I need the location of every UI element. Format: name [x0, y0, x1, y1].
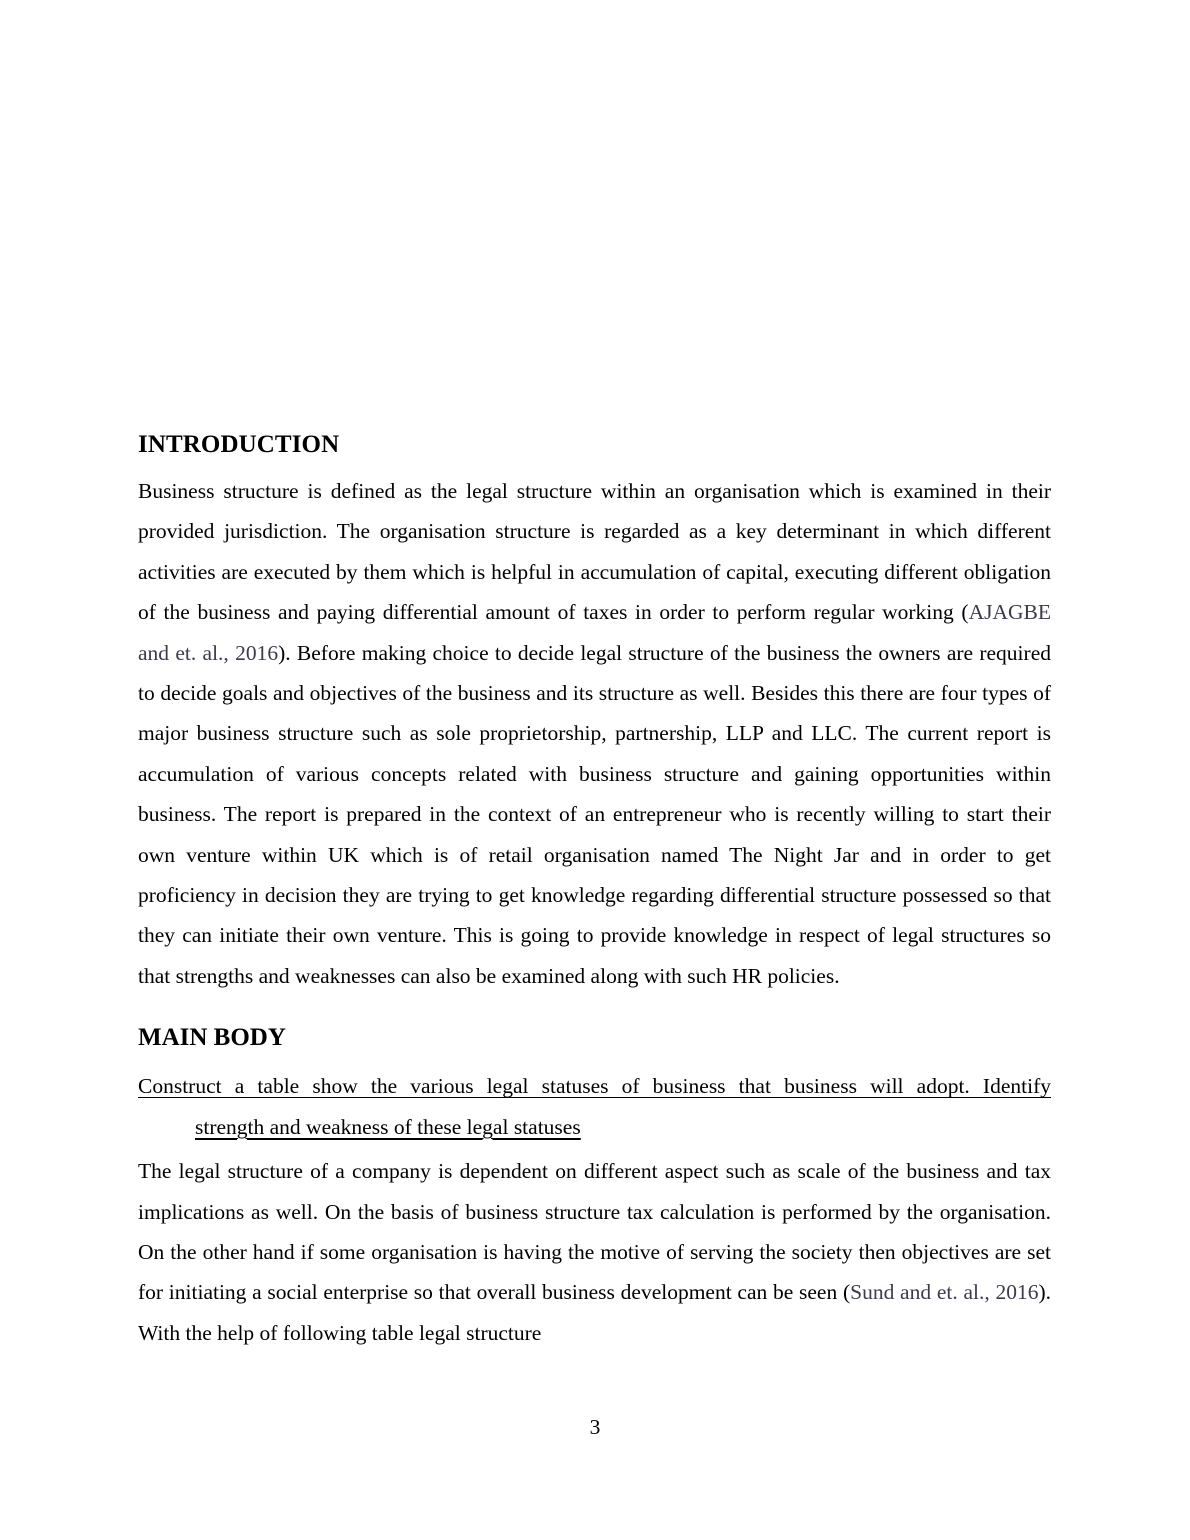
document-content: [138, 425, 1051, 1353]
paragraph-introduction: [138, 471, 1051, 996]
paragraph-main-body: [138, 1151, 1051, 1353]
paragraph-main-body-text-part1: The legal structure of a company is dependent on different aspect such as scale of the business and tax implications as well. On the basis of business structure tax calculation is performed by the organisation. On the other hand if some organisation is having the motive of serving the society then objectives are set for initiating a social enterprise so that overall business development can be seen (: [138, 1159, 1051, 1305]
page-number: 3: [589, 1415, 601, 1439]
subheading-legal-statuses: [138, 1066, 1051, 1147]
citation-sund: Sund and et. al., 2016: [850, 1280, 1039, 1305]
subheading-line-2-wrapper: [138, 1107, 1051, 1147]
subheading-line-1: Construct a table show the various legal statuses of business that business will adopt. Identify: [138, 1074, 1051, 1099]
paragraph-main-body-text-part2: ). With the help of following table legal structure: [138, 1280, 1051, 1345]
paragraph-introduction-text-part2: ). Before making choice to decide legal structure of the business the owners are required to decide goals and objectives of the business and its structure as well. Besides this there are four types of major business structure such as sole proprietorship, partnership, LLP and LLC. The current report is accumulation of various concepts related with business structure and gaining opportunities within business. The report is prepared in the context of an entrepreneur who is recently willing to start their own venture within UK which is of retail organisation named The Night Jar and in order to get proficiency in decision they are trying to get knowledge regarding differential structure possessed so that they can initiate their own venture. This is going to provide knowledge in respect of legal structures so that strengths and weaknesses can also be examined along with such HR policies.: [138, 640, 1051, 988]
heading-introduction: INTRODUCTION: [138, 431, 340, 458]
subheading-line-2: strength and weakness of these legal statuses: [195, 1114, 581, 1139]
paragraph-introduction-text-part1: Business structure is defined as the legal structure within an organisation which is examined in their provided jurisdiction. The organisation structure is regarded as a key determinant in which different activities are executed by them which is helpful in accumulation of capital, executing different obligation of the business and paying differential amount of taxes in order to perform regular working (: [138, 479, 1051, 625]
heading-main-body: MAIN BODY: [138, 1024, 286, 1052]
citation-ajagbe: AJAGBE and et. al., 2016: [138, 600, 1051, 665]
